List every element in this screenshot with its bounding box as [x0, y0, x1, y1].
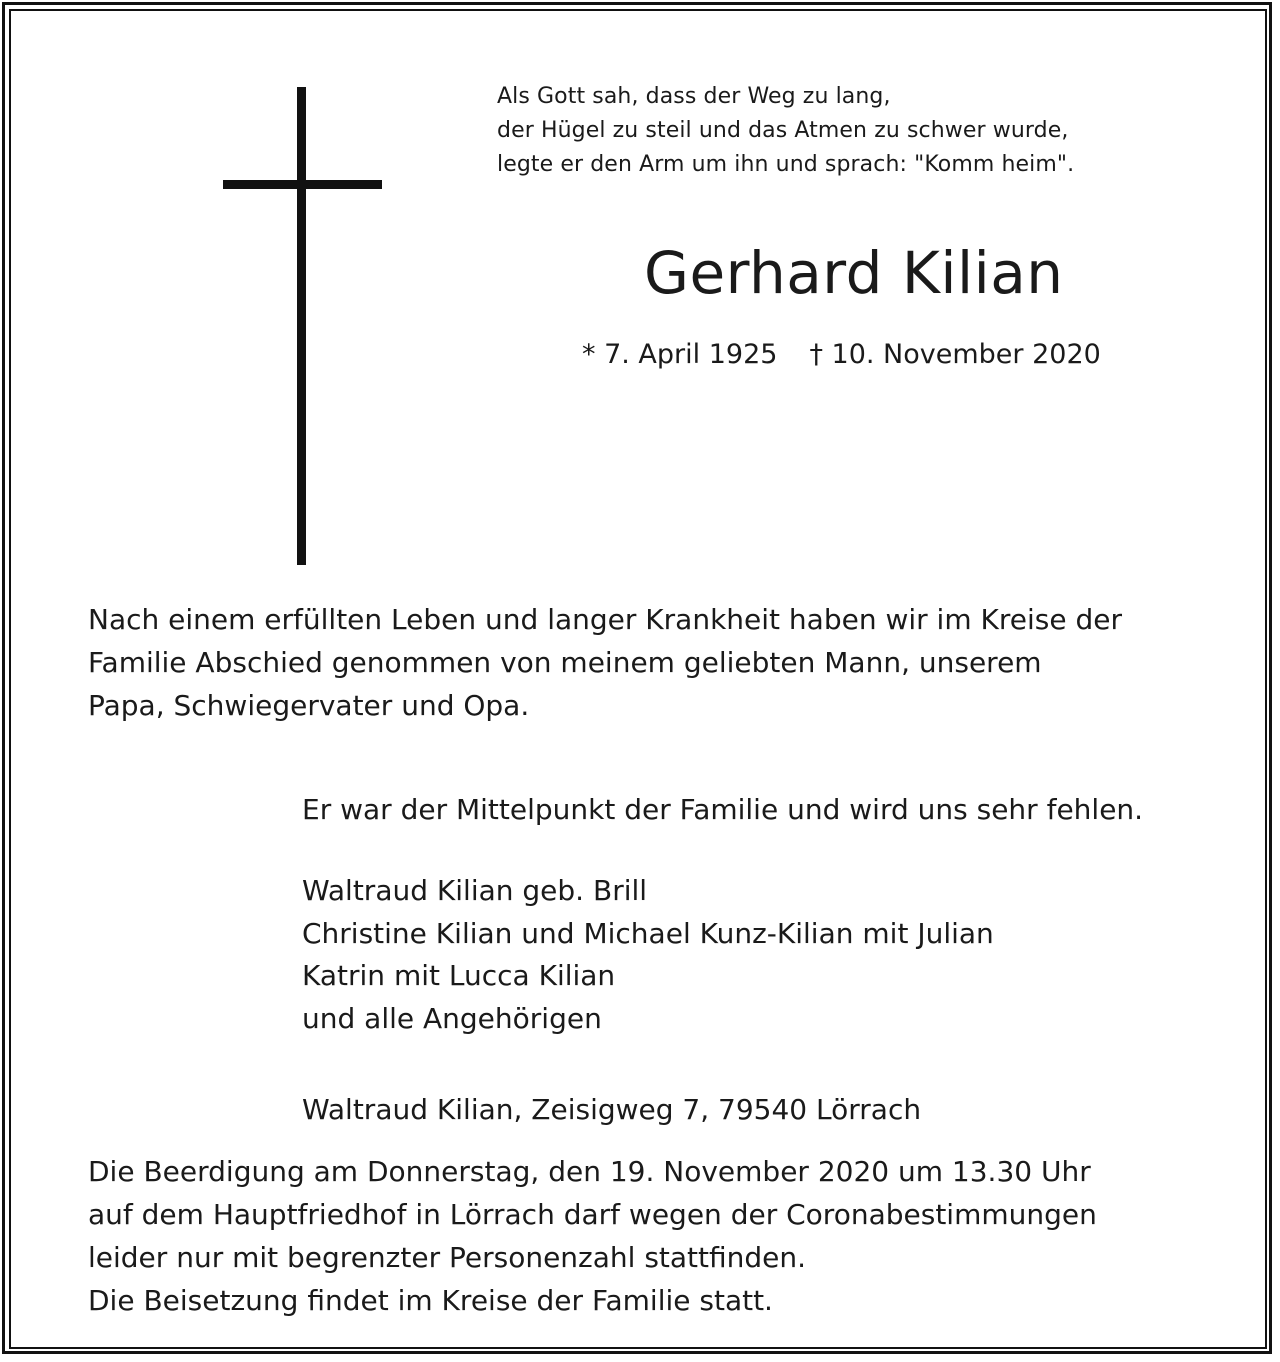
funeral-line: Die Beisetzung findet im Kreise der Familie statt.: [88, 1284, 773, 1317]
verse-line: legte er den Arm um ihn und sprach: "Komm heim".: [497, 152, 1075, 177]
death-date: † 10. November 2020: [809, 339, 1101, 370]
verse-line: der Hügel zu steil und das Atmen zu schwer wurde,: [497, 118, 1069, 143]
intro-text: [88, 598, 1122, 727]
mourner: Katrin mit Lucca Kilian: [302, 959, 616, 992]
mourners-list: [302, 870, 994, 1040]
life-dates: [582, 336, 1101, 374]
deceased-name: Gerhard Kilian: [644, 239, 1064, 307]
funeral-line: leider nur mit begrenzter Personenzahl stattfinden.: [88, 1241, 807, 1274]
mourner: Christine Kilian und Michael Kunz-Kilian mit Julian: [302, 916, 994, 950]
funeral-info: [88, 1150, 1097, 1322]
cross-horizontal-bar: [223, 180, 382, 189]
verse-line: Als Gott sah, dass der Weg zu lang,: [497, 84, 891, 109]
cross-vertical-bar: [297, 87, 306, 565]
intro-line: Familie Abschied genommen von meinem geliebten Mann, unserem: [88, 646, 1042, 679]
verse: [497, 80, 1074, 182]
mourner-address: Waltraud Kilian, Zeisigweg 7, 79540 Lörrach: [302, 1093, 922, 1126]
funeral-line: auf dem Hauptfriedhof in Lörrach darf wegen der Coronabestimmungen: [88, 1198, 1097, 1231]
intro-line: Papa, Schwiegervater und Opa.: [88, 689, 530, 722]
intro-line: Nach einem erfüllten Leben und langer Krankheit haben wir im Kreise der: [88, 603, 1123, 636]
mourner: und alle Angehörigen: [302, 1001, 602, 1035]
funeral-line: Die Beerdigung am Donnerstag, den 19. November 2020 um 13.30 Uhr: [88, 1155, 1091, 1188]
mourner: Waltraud Kilian geb. Brill: [302, 874, 648, 907]
birth-date: * 7. April 1925: [582, 339, 778, 370]
missed-line: Er war der Mittelpunkt der Familie und wird uns sehr fehlen.: [302, 793, 1144, 826]
